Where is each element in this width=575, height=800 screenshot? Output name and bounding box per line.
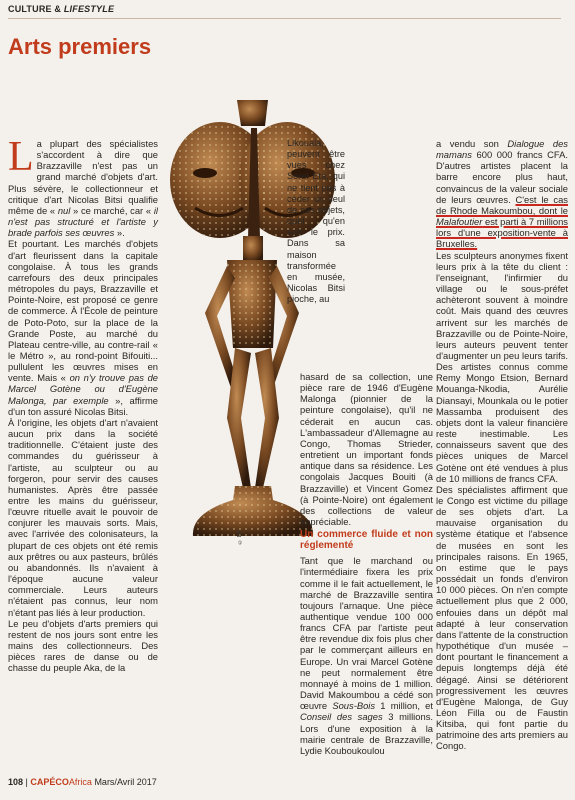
paragraph: Les sculpteurs anonymes fixent leurs prix à la tête du client : l'enseignant, l'infirmier du village ou le sous-préfet achèteront souvent à moindre coût. Mais quand des œuvres arrivent sur les marchés de Brazzaville ou de Pointe-Noire, leurs auteurs peuvent tenter d'augmenter un peu leurs tarifs. Des artistes connus comme Remy Mongo Etsion, Bernard Mouanga-Nkodia, Aurélie Diansayi, Mounkala ou le potier Massamba produisent des objets dont la valeur financière reste inestimable. Les connaisseurs savent que des pièces uniques de Marcel Gotène ont été vendues à plus de 10 millions de francs CFA. — [436, 249, 568, 484]
photo-credit: © DR — [237, 530, 243, 545]
page-number: 108 — [8, 777, 24, 787]
paragraph: Likouala, peuvent être vues chez Sorel Eta, qui ne tient pas à céder un seul de ces objets, quel qu'en soit le prix. Dans sa maison transformée en musée, Nicolas Bitsi pioche, au — [287, 138, 345, 305]
issue-date: Mars/Avril 2017 — [94, 777, 157, 787]
magazine-brand: CAPÉCOAfrica — [30, 777, 92, 787]
article-title: Arts premiers — [8, 34, 152, 59]
paragraph: La plupart des spécialistes s'accordent à dire que Brazzaville n'est pas un grand marché d'objets d'art. Plus sévère, le collectionneur et critique d'art Nicolas Bitsi qualifie même de « nul » ce marché, car « il n'est pas structuré et l'artiste y brade parfois ses œuvres ». — [8, 134, 158, 239]
section-label: CULTURE & LIFESTYLE — [8, 4, 115, 14]
paragraph: Et pourtant. Les marchés d'objets d'art fleurissent dans la capitale congolaise. À tous les grands carrefours des deux principales métropoles du pays, Brazzaville et Pointe-Noire, est proposé ce genre de commerce. À l'École de peinture de Poto-Poto, sur la place de la Grande Poste, au marché du Plateau centre-ville, au contre-rail « le Métro », au rond-point Bifouiti... pullulent les œuvres mises en vente. Mais « on n'y trouve pas de Marcel Gotène ou d'Eugène Malonga, par exemple », affirme d'un ton assuré Nicolas Bitsi. — [8, 238, 158, 417]
column-1 — [8, 134, 158, 674]
column-2 — [300, 371, 433, 756]
paragraph: À l'origine, les objets d'art n'avaient aucun prix dans la société traditionnelle. C'étaient juste des commandes du guérisseur à l'artiste, au sculpteur ou au forgeron, pour servir des causes humanistes. Après être passée entre les mains du guérisseur, l'œuvre rituelle avait le pouvoir de conjurer les mauvais sorts. Mais, avec l'arrivée des colonisateurs, la plupart de ces objets ont été remis aux prêtres ou aux pasteurs, brûlés ou abandonnés. Ils n'avaient à l'époque aucune valeur commerciale. Leurs auteurs n'étaient pas connus, leur nom n'étant pas liés à leur production. — [8, 416, 158, 618]
subheading: Un commerce fluide et non réglementé — [300, 529, 433, 552]
paragraph: Le peu d'objets d'arts premiers qui restent de nos jours sont entre les mains des collectionneurs. Des pièces rares de danse ou de chasse du peuple Aka, de la — [8, 617, 158, 674]
column-3 — [436, 138, 568, 752]
paragraph: a vendu son Dialogue des mamans 600 000 francs CFA. D'autres artistes placent la barre encore plus haut, convaincus de la valeur sociale de leurs œuvres. C'est le cas de Rhode Makoumbou, dont le Malafoutier est parti à 7 millions lors d'une exposition-vente à Bruxelles. — [436, 138, 568, 250]
header-rule — [8, 18, 561, 19]
column-2-top — [287, 138, 345, 305]
page-footer: 108 | CAPÉCOAfrica Mars/Avril 2017 — [8, 777, 157, 787]
drop-cap: L — [8, 134, 34, 180]
paragraph: Tant que le marchand ou l'intermédiaire fixera les prix comme il le fait actuellement, le marché de Brazzaville sentira toujours l'arnaque. Une pièce authentique vendue 100 000 francs CFA par l'artiste peut être revendue dix fois plus cher par le commerçant ailleurs en Europe. Un vrai Marcel Gotène ne peut normalement être monnayé à moins de 1 million. David Makoumbou a cédé son œuvre Sous-Bois 1 million, et Conseil des sages 3 millions. Lors d'une exposition à la mairie centrale de Brazzaville, Lydie Kouboukoulou — [300, 555, 433, 756]
section-header — [0, 0, 575, 18]
paragraph: hasard de sa collection, une pièce rare de 1946 d'Eugène Malonga (pionnier de la peinture congolaise), qu'il ne céderait en aucun cas. L'ambassadeur d'Allemagne au Congo, Thomas Strieder, entretient un important fonds antique dans sa résidence. Les congolais Jacques Bouiti (à Brazzaville) et Vincent Gomez (à Pointe-Noire) ont également des collections de valeur appréciable. — [300, 371, 433, 528]
paragraph: Des spécialistes affirment que le Congo est victime du pillage de ses objets d'art. La mauvaise organisation du système étatique et l'absence de musées en sont les principales raisons. En 1965, on estime que le pays possédait un fonds d'environ 10 000 pièces. On n'en compte actuellement plus que 2 000, enfouies dans un dépôt mal adapté à leur conservation dans l'attente de la construction hypothétique d'un musée – dont pourtant le financement a depuis longtemps déjà été dégagé. Ainsi se détériorent progressivement les œuvres d'Eugène Malonga, de Guy Léon Filla ou de Faustin Kitsiba, qui font partie du patrimoine des arts premiers au Congo. — [436, 483, 568, 752]
highlighted-text: C'est le cas de Rhode Makoumbou, dont le Malafoutier est parti à 7 millions lors d'une exposition-vente à Bruxelles. — [436, 193, 568, 250]
